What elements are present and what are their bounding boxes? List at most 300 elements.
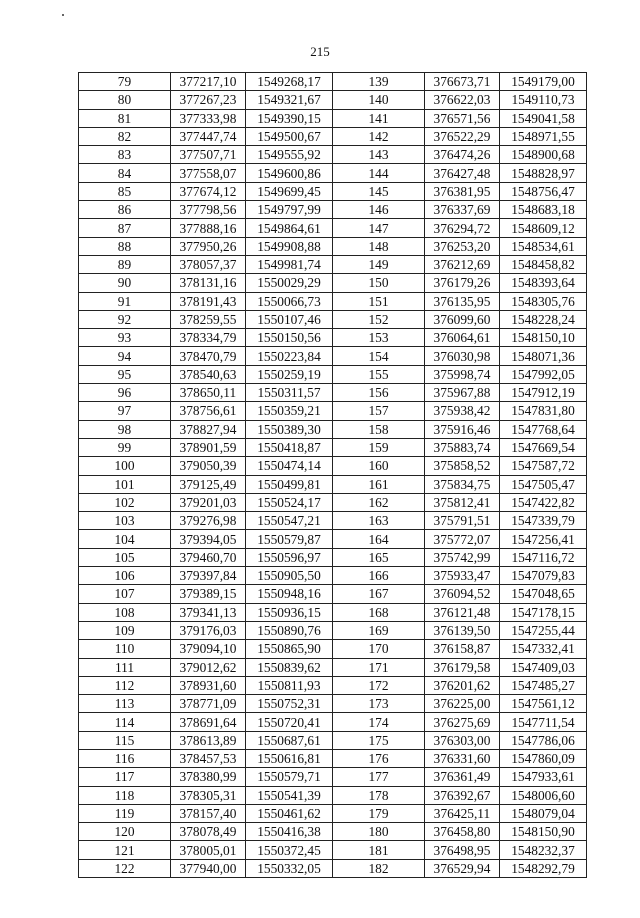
y-coordinate-cell: 1548071,36 <box>500 347 587 365</box>
y-coordinate-cell: 1548292,79 <box>500 859 587 877</box>
table-row <box>79 255 587 273</box>
y-coordinate-cell: 1548305,76 <box>500 292 587 310</box>
table-row <box>79 91 587 109</box>
point-number-cell: 86 <box>79 201 171 219</box>
y-coordinate-cell: 1550418,87 <box>246 438 333 456</box>
table-row <box>79 402 587 420</box>
x-coordinate-cell: 377888,16 <box>171 219 246 237</box>
point-number-cell: 174 <box>333 713 425 731</box>
y-coordinate-cell: 1547255,44 <box>500 621 587 639</box>
point-number-cell: 172 <box>333 676 425 694</box>
y-coordinate-cell: 1549981,74 <box>246 255 333 273</box>
x-coordinate-cell: 376201,62 <box>425 676 500 694</box>
x-coordinate-cell: 376158,87 <box>425 640 500 658</box>
point-number-cell: 100 <box>79 457 171 475</box>
table-row <box>79 676 587 694</box>
y-coordinate-cell: 1548828,97 <box>500 164 587 182</box>
x-coordinate-cell: 375938,42 <box>425 402 500 420</box>
table-row <box>79 567 587 585</box>
point-number-cell: 91 <box>79 292 171 310</box>
x-coordinate-cell: 375834,75 <box>425 475 500 493</box>
x-coordinate-cell: 376427,48 <box>425 164 500 182</box>
point-number-cell: 143 <box>333 146 425 164</box>
y-coordinate-cell: 1549110,73 <box>500 91 587 109</box>
y-coordinate-cell: 1548534,61 <box>500 237 587 255</box>
table-row <box>79 457 587 475</box>
x-coordinate-cell: 378305,31 <box>171 786 246 804</box>
point-number-cell: 83 <box>79 146 171 164</box>
x-coordinate-cell: 376425,11 <box>425 804 500 822</box>
x-coordinate-cell: 376094,52 <box>425 585 500 603</box>
table-row <box>79 164 587 182</box>
y-coordinate-cell: 1549041,58 <box>500 109 587 127</box>
y-coordinate-cell: 1550811,93 <box>246 676 333 694</box>
x-coordinate-cell: 379125,49 <box>171 475 246 493</box>
y-coordinate-cell: 1549321,67 <box>246 91 333 109</box>
x-coordinate-cell: 375858,52 <box>425 457 500 475</box>
x-coordinate-cell: 379389,15 <box>171 585 246 603</box>
x-coordinate-cell: 377940,00 <box>171 859 246 877</box>
point-number-cell: 148 <box>333 237 425 255</box>
y-coordinate-cell: 1549268,17 <box>246 73 333 91</box>
point-number-cell: 151 <box>333 292 425 310</box>
table-row <box>79 292 587 310</box>
x-coordinate-cell: 375998,74 <box>425 365 500 383</box>
point-number-cell: 146 <box>333 201 425 219</box>
point-number-cell: 118 <box>79 786 171 804</box>
table-row <box>79 329 587 347</box>
point-number-cell: 153 <box>333 329 425 347</box>
point-number-cell: 145 <box>333 182 425 200</box>
x-coordinate-cell: 376121,48 <box>425 603 500 621</box>
y-coordinate-cell: 1550752,31 <box>246 695 333 713</box>
y-coordinate-cell: 1548228,24 <box>500 310 587 328</box>
point-number-cell: 140 <box>333 91 425 109</box>
point-number-cell: 84 <box>79 164 171 182</box>
point-number-cell: 111 <box>79 658 171 676</box>
x-coordinate-cell: 379397,84 <box>171 567 246 585</box>
y-coordinate-cell: 1547912,19 <box>500 384 587 402</box>
x-coordinate-cell: 376673,71 <box>425 73 500 91</box>
x-coordinate-cell: 376361,49 <box>425 768 500 786</box>
x-coordinate-cell: 375742,99 <box>425 548 500 566</box>
x-coordinate-cell: 379012,62 <box>171 658 246 676</box>
x-coordinate-cell: 376622,03 <box>425 91 500 109</box>
page-number: 215 <box>310 44 330 59</box>
y-coordinate-cell: 1548900,68 <box>500 146 587 164</box>
point-number-cell: 122 <box>79 859 171 877</box>
y-coordinate-cell: 1549390,15 <box>246 109 333 127</box>
table-row <box>79 420 587 438</box>
y-coordinate-cell: 1550720,41 <box>246 713 333 731</box>
point-number-cell: 142 <box>333 127 425 145</box>
point-number-cell: 89 <box>79 255 171 273</box>
x-coordinate-cell: 375916,46 <box>425 420 500 438</box>
x-coordinate-cell: 376498,95 <box>425 841 500 859</box>
x-coordinate-cell: 378191,43 <box>171 292 246 310</box>
table-row <box>79 548 587 566</box>
x-coordinate-cell: 375933,47 <box>425 567 500 585</box>
point-number-cell: 167 <box>333 585 425 603</box>
y-coordinate-cell: 1547831,80 <box>500 402 587 420</box>
point-number-cell: 103 <box>79 512 171 530</box>
x-coordinate-cell: 376179,58 <box>425 658 500 676</box>
point-number-cell: 120 <box>79 823 171 841</box>
x-coordinate-cell: 377507,71 <box>171 146 246 164</box>
y-coordinate-cell: 1547116,72 <box>500 548 587 566</box>
x-coordinate-cell: 377674,12 <box>171 182 246 200</box>
x-coordinate-cell: 376571,56 <box>425 109 500 127</box>
point-number-cell: 178 <box>333 786 425 804</box>
y-coordinate-cell: 1548232,37 <box>500 841 587 859</box>
y-coordinate-cell: 1547768,64 <box>500 420 587 438</box>
x-coordinate-cell: 376337,69 <box>425 201 500 219</box>
table-row <box>79 73 587 91</box>
point-number-cell: 168 <box>333 603 425 621</box>
y-coordinate-cell: 1548683,18 <box>500 201 587 219</box>
x-coordinate-cell: 379050,39 <box>171 457 246 475</box>
y-coordinate-cell: 1550107,46 <box>246 310 333 328</box>
table-row <box>79 713 587 731</box>
point-number-cell: 88 <box>79 237 171 255</box>
point-number-cell: 181 <box>333 841 425 859</box>
scan-speck <box>62 14 64 16</box>
table-row <box>79 621 587 639</box>
x-coordinate-cell: 378931,60 <box>171 676 246 694</box>
table-row <box>79 786 587 804</box>
point-number-cell: 175 <box>333 731 425 749</box>
point-number-cell: 107 <box>79 585 171 603</box>
table-row <box>79 823 587 841</box>
point-number-cell: 110 <box>79 640 171 658</box>
x-coordinate-cell: 378334,79 <box>171 329 246 347</box>
y-coordinate-cell: 1547786,06 <box>500 731 587 749</box>
x-coordinate-cell: 379276,98 <box>171 512 246 530</box>
y-coordinate-cell: 1549555,92 <box>246 146 333 164</box>
y-coordinate-cell: 1550948,16 <box>246 585 333 603</box>
y-coordinate-cell: 1547933,61 <box>500 768 587 786</box>
x-coordinate-cell: 378901,59 <box>171 438 246 456</box>
point-number-cell: 101 <box>79 475 171 493</box>
y-coordinate-cell: 1547561,12 <box>500 695 587 713</box>
y-coordinate-cell: 1550596,97 <box>246 548 333 566</box>
table-row <box>79 127 587 145</box>
y-coordinate-cell: 1547178,15 <box>500 603 587 621</box>
x-coordinate-cell: 378771,09 <box>171 695 246 713</box>
table-row <box>79 475 587 493</box>
y-coordinate-cell: 1550524,17 <box>246 493 333 511</box>
point-number-cell: 79 <box>79 73 171 91</box>
point-number-cell: 182 <box>333 859 425 877</box>
x-coordinate-cell: 378259,55 <box>171 310 246 328</box>
point-number-cell: 92 <box>79 310 171 328</box>
point-number-cell: 99 <box>79 438 171 456</box>
y-coordinate-cell: 1550541,39 <box>246 786 333 804</box>
y-coordinate-cell: 1548971,55 <box>500 127 587 145</box>
point-number-cell: 157 <box>333 402 425 420</box>
point-number-cell: 108 <box>79 603 171 621</box>
y-coordinate-cell: 1550474,14 <box>246 457 333 475</box>
point-number-cell: 95 <box>79 365 171 383</box>
y-coordinate-cell: 1550389,30 <box>246 420 333 438</box>
point-number-cell: 159 <box>333 438 425 456</box>
x-coordinate-cell: 378613,89 <box>171 731 246 749</box>
y-coordinate-cell: 1547332,41 <box>500 640 587 658</box>
x-coordinate-cell: 376212,69 <box>425 255 500 273</box>
table-row <box>79 603 587 621</box>
point-number-cell: 162 <box>333 493 425 511</box>
table-row <box>79 310 587 328</box>
point-number-cell: 109 <box>79 621 171 639</box>
x-coordinate-cell: 377558,07 <box>171 164 246 182</box>
x-coordinate-cell: 376179,26 <box>425 274 500 292</box>
x-coordinate-cell: 376529,94 <box>425 859 500 877</box>
point-number-cell: 112 <box>79 676 171 694</box>
y-coordinate-cell: 1550332,05 <box>246 859 333 877</box>
point-number-cell: 139 <box>333 73 425 91</box>
point-number-cell: 173 <box>333 695 425 713</box>
y-coordinate-cell: 1549699,45 <box>246 182 333 200</box>
y-coordinate-cell: 1548609,12 <box>500 219 587 237</box>
x-coordinate-cell: 375812,41 <box>425 493 500 511</box>
point-number-cell: 96 <box>79 384 171 402</box>
y-coordinate-cell: 1547669,54 <box>500 438 587 456</box>
point-number-cell: 149 <box>333 255 425 273</box>
x-coordinate-cell: 376331,60 <box>425 749 500 767</box>
x-coordinate-cell: 376381,95 <box>425 182 500 200</box>
y-coordinate-cell: 1547587,72 <box>500 457 587 475</box>
y-coordinate-cell: 1547505,47 <box>500 475 587 493</box>
table-row <box>79 109 587 127</box>
y-coordinate-cell: 1547339,79 <box>500 512 587 530</box>
y-coordinate-cell: 1549500,67 <box>246 127 333 145</box>
point-number-cell: 154 <box>333 347 425 365</box>
point-number-cell: 161 <box>333 475 425 493</box>
y-coordinate-cell: 1549797,99 <box>246 201 333 219</box>
x-coordinate-cell: 379094,10 <box>171 640 246 658</box>
point-number-cell: 97 <box>79 402 171 420</box>
x-coordinate-cell: 376275,69 <box>425 713 500 731</box>
x-coordinate-cell: 377447,74 <box>171 127 246 145</box>
point-number-cell: 81 <box>79 109 171 127</box>
x-coordinate-cell: 376474,26 <box>425 146 500 164</box>
x-coordinate-cell: 377333,98 <box>171 109 246 127</box>
point-number-cell: 113 <box>79 695 171 713</box>
point-number-cell: 119 <box>79 804 171 822</box>
x-coordinate-cell: 379176,03 <box>171 621 246 639</box>
point-number-cell: 160 <box>333 457 425 475</box>
point-number-cell: 106 <box>79 567 171 585</box>
x-coordinate-cell: 379201,03 <box>171 493 246 511</box>
x-coordinate-cell: 378457,53 <box>171 749 246 767</box>
y-coordinate-cell: 1549600,86 <box>246 164 333 182</box>
x-coordinate-cell: 376135,95 <box>425 292 500 310</box>
y-coordinate-cell: 1550839,62 <box>246 658 333 676</box>
table-row <box>79 512 587 530</box>
table-row <box>79 749 587 767</box>
y-coordinate-cell: 1550150,56 <box>246 329 333 347</box>
coordinates-table-body <box>79 73 587 878</box>
x-coordinate-cell: 378057,37 <box>171 255 246 273</box>
point-number-cell: 164 <box>333 530 425 548</box>
x-coordinate-cell: 376099,60 <box>425 310 500 328</box>
x-coordinate-cell: 377217,10 <box>171 73 246 91</box>
point-number-cell: 104 <box>79 530 171 548</box>
y-coordinate-cell: 1550223,84 <box>246 347 333 365</box>
point-number-cell: 165 <box>333 548 425 566</box>
x-coordinate-cell: 378470,79 <box>171 347 246 365</box>
point-number-cell: 147 <box>333 219 425 237</box>
table-row <box>79 585 587 603</box>
y-coordinate-cell: 1550311,57 <box>246 384 333 402</box>
y-coordinate-cell: 1547048,65 <box>500 585 587 603</box>
point-number-cell: 80 <box>79 91 171 109</box>
x-coordinate-cell: 378380,99 <box>171 768 246 786</box>
point-number-cell: 117 <box>79 768 171 786</box>
point-number-cell: 102 <box>79 493 171 511</box>
x-coordinate-cell: 376303,00 <box>425 731 500 749</box>
y-coordinate-cell: 1550616,81 <box>246 749 333 767</box>
point-number-cell: 166 <box>333 567 425 585</box>
point-number-cell: 121 <box>79 841 171 859</box>
y-coordinate-cell: 1550547,21 <box>246 512 333 530</box>
point-number-cell: 114 <box>79 713 171 731</box>
table-row <box>79 841 587 859</box>
x-coordinate-cell: 379341,13 <box>171 603 246 621</box>
x-coordinate-cell: 376294,72 <box>425 219 500 237</box>
point-number-cell: 152 <box>333 310 425 328</box>
point-number-cell: 85 <box>79 182 171 200</box>
point-number-cell: 176 <box>333 749 425 767</box>
y-coordinate-cell: 1550461,62 <box>246 804 333 822</box>
table-row <box>79 182 587 200</box>
x-coordinate-cell: 375967,88 <box>425 384 500 402</box>
x-coordinate-cell: 378691,64 <box>171 713 246 731</box>
y-coordinate-cell: 1550890,76 <box>246 621 333 639</box>
x-coordinate-cell: 378078,49 <box>171 823 246 841</box>
table-row <box>79 347 587 365</box>
y-coordinate-cell: 1550416,38 <box>246 823 333 841</box>
x-coordinate-cell: 377798,56 <box>171 201 246 219</box>
point-number-cell: 180 <box>333 823 425 841</box>
point-number-cell: 98 <box>79 420 171 438</box>
x-coordinate-cell: 376522,29 <box>425 127 500 145</box>
x-coordinate-cell: 377267,23 <box>171 91 246 109</box>
table-row <box>79 493 587 511</box>
point-number-cell: 158 <box>333 420 425 438</box>
y-coordinate-cell: 1550359,21 <box>246 402 333 420</box>
y-coordinate-cell: 1547992,05 <box>500 365 587 383</box>
point-number-cell: 93 <box>79 329 171 347</box>
y-coordinate-cell: 1550905,50 <box>246 567 333 585</box>
table-row <box>79 640 587 658</box>
point-number-cell: 115 <box>79 731 171 749</box>
table-row <box>79 695 587 713</box>
y-coordinate-cell: 1549908,88 <box>246 237 333 255</box>
y-coordinate-cell: 1550372,45 <box>246 841 333 859</box>
point-number-cell: 144 <box>333 164 425 182</box>
y-coordinate-cell: 1548756,47 <box>500 182 587 200</box>
coordinates-table <box>78 72 587 878</box>
y-coordinate-cell: 1550259,19 <box>246 365 333 383</box>
y-coordinate-cell: 1550687,61 <box>246 731 333 749</box>
y-coordinate-cell: 1547256,41 <box>500 530 587 548</box>
y-coordinate-cell: 1547079,83 <box>500 567 587 585</box>
point-number-cell: 171 <box>333 658 425 676</box>
point-number-cell: 177 <box>333 768 425 786</box>
point-number-cell: 169 <box>333 621 425 639</box>
y-coordinate-cell: 1548006,60 <box>500 786 587 804</box>
x-coordinate-cell: 378157,40 <box>171 804 246 822</box>
table-row <box>79 658 587 676</box>
x-coordinate-cell: 376253,20 <box>425 237 500 255</box>
point-number-cell: 90 <box>79 274 171 292</box>
y-coordinate-cell: 1548079,04 <box>500 804 587 822</box>
x-coordinate-cell: 375791,51 <box>425 512 500 530</box>
y-coordinate-cell: 1548150,10 <box>500 329 587 347</box>
x-coordinate-cell: 378131,16 <box>171 274 246 292</box>
point-number-cell: 141 <box>333 109 425 127</box>
point-number-cell: 179 <box>333 804 425 822</box>
x-coordinate-cell: 376458,80 <box>425 823 500 841</box>
y-coordinate-cell: 1549179,00 <box>500 73 587 91</box>
point-number-cell: 170 <box>333 640 425 658</box>
y-coordinate-cell: 1547711,54 <box>500 713 587 731</box>
y-coordinate-cell: 1550579,71 <box>246 768 333 786</box>
table-row <box>79 365 587 383</box>
point-number-cell: 150 <box>333 274 425 292</box>
y-coordinate-cell: 1550029,29 <box>246 274 333 292</box>
y-coordinate-cell: 1549864,61 <box>246 219 333 237</box>
x-coordinate-cell: 375772,07 <box>425 530 500 548</box>
point-number-cell: 105 <box>79 548 171 566</box>
table-row <box>79 384 587 402</box>
x-coordinate-cell: 376139,50 <box>425 621 500 639</box>
point-number-cell: 82 <box>79 127 171 145</box>
table-row <box>79 219 587 237</box>
y-coordinate-cell: 1547422,82 <box>500 493 587 511</box>
table-row <box>79 237 587 255</box>
x-coordinate-cell: 377950,26 <box>171 237 246 255</box>
y-coordinate-cell: 1550066,73 <box>246 292 333 310</box>
point-number-cell: 163 <box>333 512 425 530</box>
y-coordinate-cell: 1550499,81 <box>246 475 333 493</box>
x-coordinate-cell: 379460,70 <box>171 548 246 566</box>
x-coordinate-cell: 376392,67 <box>425 786 500 804</box>
x-coordinate-cell: 378756,61 <box>171 402 246 420</box>
y-coordinate-cell: 1548150,90 <box>500 823 587 841</box>
y-coordinate-cell: 1547860,09 <box>500 749 587 767</box>
point-number-cell: 155 <box>333 365 425 383</box>
point-number-cell: 87 <box>79 219 171 237</box>
y-coordinate-cell: 1550579,87 <box>246 530 333 548</box>
y-coordinate-cell: 1548458,82 <box>500 255 587 273</box>
table-row <box>79 731 587 749</box>
y-coordinate-cell: 1550865,90 <box>246 640 333 658</box>
table-row <box>79 804 587 822</box>
x-coordinate-cell: 378540,63 <box>171 365 246 383</box>
point-number-cell: 116 <box>79 749 171 767</box>
y-coordinate-cell: 1547409,03 <box>500 658 587 676</box>
table-row <box>79 438 587 456</box>
y-coordinate-cell: 1548393,64 <box>500 274 587 292</box>
point-number-cell: 94 <box>79 347 171 365</box>
x-coordinate-cell: 376225,00 <box>425 695 500 713</box>
x-coordinate-cell: 375883,74 <box>425 438 500 456</box>
table-row <box>79 201 587 219</box>
y-coordinate-cell: 1550936,15 <box>246 603 333 621</box>
x-coordinate-cell: 376064,61 <box>425 329 500 347</box>
